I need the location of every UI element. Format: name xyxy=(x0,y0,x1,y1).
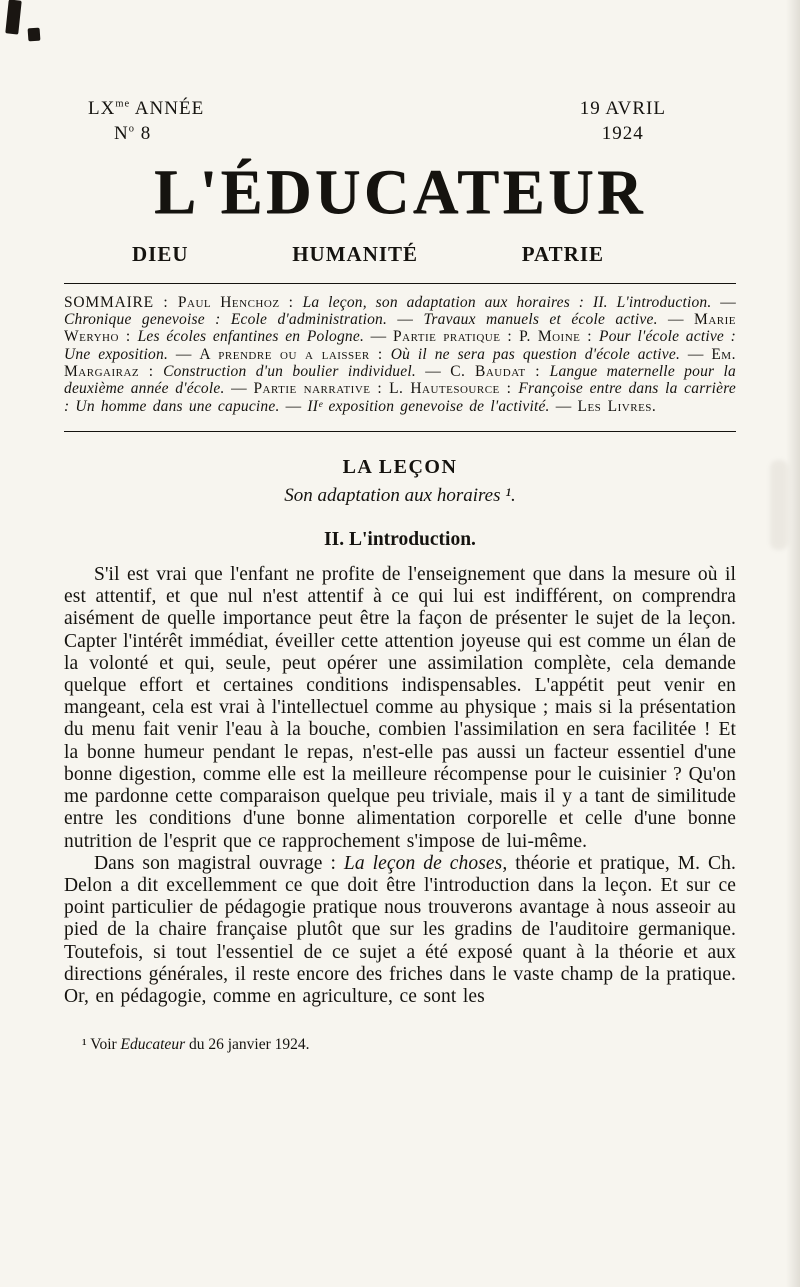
text-segment: C. Baudat : xyxy=(450,362,550,380)
text-segment: Marie Weryho : xyxy=(64,310,736,346)
article-subtitle: Son adaptation aux horaires ¹. xyxy=(284,485,516,507)
text-segment: Les écoles enfantines en Pologne. xyxy=(137,328,365,346)
article-paragraph-2 xyxy=(64,853,736,1008)
text-segment: Langue maternelle pour la deuxième année d'école. xyxy=(64,362,737,398)
motto-row xyxy=(64,242,736,267)
motto-word-dieu: DIEU xyxy=(132,241,189,266)
text-segment: Construction d'un boulier individuel. xyxy=(163,362,416,380)
issue-year: 1924 xyxy=(601,123,644,144)
issue-date-block xyxy=(580,98,666,145)
section-heading: II. L'introduction. xyxy=(324,529,476,551)
text-segment: P. Moine : xyxy=(519,328,600,346)
text-segment: Dans son magistral ouvrage : xyxy=(94,852,344,874)
text-segment: A prendre ou a laisser : xyxy=(199,345,391,363)
issue-number-block xyxy=(88,98,204,145)
scan-smudge xyxy=(770,460,788,550)
volume-superscript: me xyxy=(115,98,131,110)
text-segment: Travaux manuels et école active. xyxy=(423,310,658,328)
scan-artifact xyxy=(5,0,21,35)
text-segment: théorie et pratique, M. Ch. Delon a dit excellemment ce que doit être l'introduction dans la leçon. Et sur ce point particulier de pédagogie pratique nous trouverons avantage à nous asseoir au pied de la chaire française plutôt que sur les gradins de l'auditoire germanique. Toutefois, si tout l'essentiel de ce sujet a été exposé quant à la théorie et aux directions générales, il reste encore des friches dans le vaste champ de la pratique. Or, en pédagogie, comme en agriculture, ce sont les xyxy=(64,852,736,1007)
text-segment: IIᵉ exposition genevoise de l'activité. xyxy=(307,397,550,415)
text-segment: Paul Henchoz : xyxy=(177,293,303,311)
text-segment: — xyxy=(549,397,578,415)
text-segment: Partie pratique : xyxy=(393,328,520,346)
issue-date: 19 AVRIL xyxy=(579,98,666,119)
text-segment: — xyxy=(364,328,393,346)
publication-title: L'ÉDUCATEUR xyxy=(153,157,646,227)
issue-number-text: N xyxy=(114,123,129,144)
text-segment: — xyxy=(279,397,308,415)
masthead xyxy=(64,98,736,145)
text-segment: La leçon, son adaptation aux horaires : II. L'introduction. xyxy=(302,293,712,311)
issue-number-rest: 8 xyxy=(134,123,152,144)
text-segment: Les Livres. xyxy=(577,397,657,415)
text-segment: — xyxy=(711,293,736,311)
text-segment: — xyxy=(224,380,254,398)
text-segment: — xyxy=(168,345,200,363)
text-segment: SOMMAIRE : xyxy=(64,293,178,311)
motto-word-humanite: HUMANITÉ xyxy=(292,241,419,266)
text-segment: ¹ Voir xyxy=(82,1036,121,1054)
article-paragraph-1: S'il est vrai que l'enfant ne profite de l'enseignement que dans la mesure où il est attentif, et que nul n'est attentif à ce qui lui est indifférent, on comprendra aisément de quelle importance peut être la façon de présenter le sujet de la leçon. Capter l'intérêt immédiat, éveiller cette attention joyeuse qui est comme un élan de la volonté et qui, seule, peut opérer une assimilation complète, cela demande quelque effort et certaines conditions indispensables. L'appétit peut venir en mangeant, cela est vrai à l'intellectuel comme au physique ; mais si la présentation du menu fait venir l'eau à la bouche, combien l'assimilation en sera facilitée ! Et la bonne humeur pendant le repas, n'est-elle pas aussi un facteur essentiel d'une bonne digestion, comme elle est la meilleure récompense pour le cuisinier ? Qu'on me pardonne cette comparaison quelque peu triviale, mais il y a tant de similitude entre les conditions d'une bonne alimentation corporelle et celle d'une bonne nutrition de l'esprit que ce rapprochement s'impose de lui-même. xyxy=(64,564,736,852)
issue-number-superscript: o xyxy=(128,123,135,135)
table-of-contents xyxy=(64,294,736,416)
text-segment: — xyxy=(387,310,424,328)
volume-text: LX xyxy=(88,98,116,119)
issue-number-line xyxy=(88,123,204,145)
text-segment: Chronique genevoise : Ecole d'administration. xyxy=(64,310,388,328)
divider-top xyxy=(64,283,736,284)
text-segment: — xyxy=(415,362,451,380)
text-segment: du 26 janvier 1924. xyxy=(185,1036,310,1054)
article-title: LA LEÇON xyxy=(342,456,458,479)
text-segment: Françoise entre dans la carrière : Un homme dans une capucine. xyxy=(64,380,736,415)
volume-line xyxy=(88,98,204,120)
text-segment: L. Hautesource : xyxy=(389,380,519,398)
text-segment: La leçon de choses, xyxy=(343,852,508,874)
text-segment: Où il ne sera pas question d'école active. xyxy=(390,345,681,363)
text-segment: — xyxy=(680,345,712,363)
text-segment: — xyxy=(657,310,695,328)
text-segment: Educateur xyxy=(120,1036,186,1054)
text-segment: Em. Margairaz : xyxy=(64,345,736,380)
text-segment: Partie narrative : xyxy=(253,380,390,398)
volume-text-rest: ANNÉE xyxy=(130,98,205,119)
divider-bottom xyxy=(64,431,736,432)
footnote xyxy=(64,1036,736,1054)
text-segment: Pour l'école active : Une exposition. xyxy=(64,328,736,363)
motto-word-patrie: PATRIE xyxy=(521,241,604,266)
scan-artifact xyxy=(28,28,41,42)
